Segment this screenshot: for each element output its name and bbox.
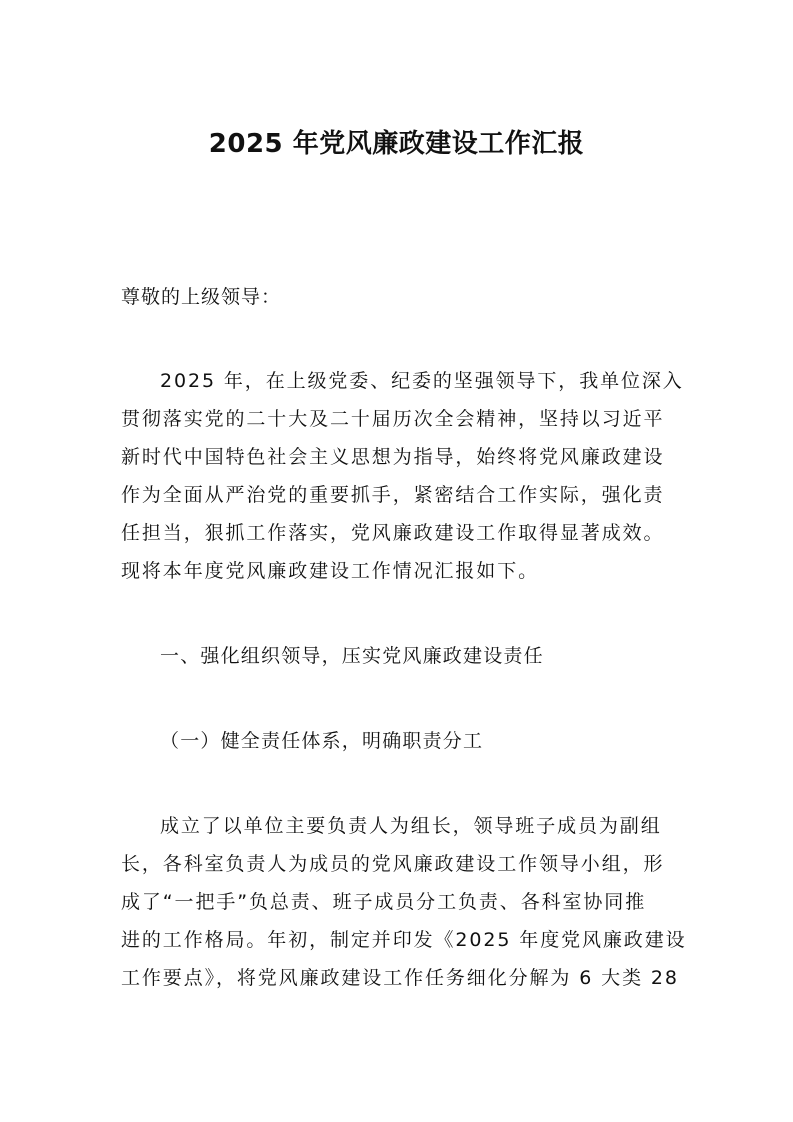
para2-line-4: 进的工作格局。年初，制定并印发《2025 年度党风廉政建设: [121, 929, 687, 951]
salutation: 尊敬的上级领导：: [121, 286, 282, 308]
para2-line-2: 长，各科室负责人为成员的党风廉政建设工作领导小组，形: [121, 853, 665, 875]
intro-line-2: 贯彻落实党的二十大及二十届历次全会精神，坚持以习近平: [121, 408, 665, 430]
section-heading-1: 一、强化组织领导，压实党风廉政建设责任: [160, 645, 544, 667]
intro-line-1: 2025 年，在上级党委、纪委的坚强领导下，我单位深入: [160, 370, 684, 392]
document-title: 2025 年党风廉政建设工作汇报: [208, 129, 585, 159]
para2-line-5: 工作要点》，将党风廉政建设工作任务细化分解为 6 大类 28: [121, 967, 679, 989]
intro-line-5: 任担当，狠抓工作落实，党风廉政建设工作取得显著成效。: [121, 522, 665, 544]
subsection-heading-1: （一）健全责任体系，明确职责分工: [160, 730, 484, 752]
intro-line-6: 现将本年度党风廉政建设工作情况汇报如下。: [121, 560, 540, 582]
para2-line-1: 成立了以单位主要负责人为组长，领导班子成员为副组: [160, 815, 662, 837]
para2-line-3: 成了“一把手”负总责、班子成员分工负责、各科室协同推: [121, 891, 647, 913]
intro-line-4: 作为全面从严治党的重要抓手，紧密结合工作实际，强化责: [121, 484, 665, 506]
intro-line-3: 新时代中国特色社会主义思想为指导，始终将党风廉政建设: [121, 446, 665, 468]
